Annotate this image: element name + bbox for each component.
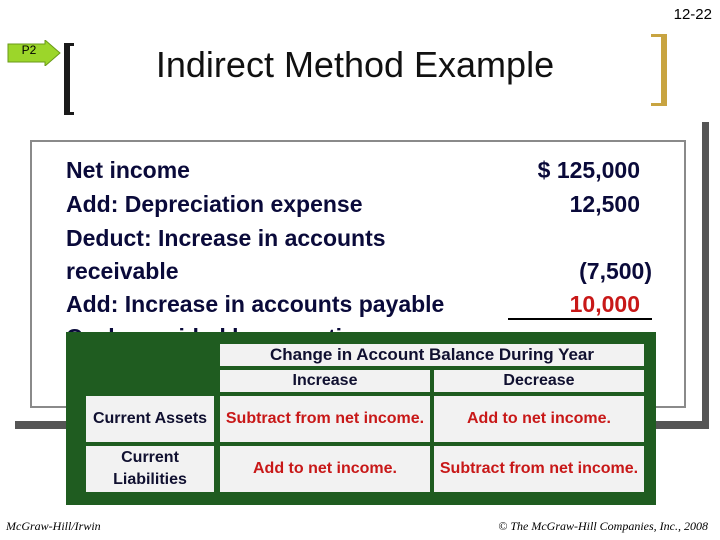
box-shadow-right xyxy=(702,122,709,427)
rule-table-column-decrease: Decrease xyxy=(434,370,644,392)
left-bracket-decoration xyxy=(64,43,74,115)
rule-table-cell: Add to net income. xyxy=(220,446,430,492)
rule-table-row-label: Current Assets xyxy=(86,396,214,442)
rule-table-column-increase: Increase xyxy=(220,370,430,392)
footer-copyright: © The McGraw-Hill Companies, Inc., 2008 xyxy=(498,519,708,533)
statement-line-label: Add: Depreciation expense xyxy=(66,191,363,217)
statement-line-amount: (7,500) xyxy=(579,258,652,284)
page-title: Indirect Method Example xyxy=(155,44,555,85)
statement-line-amount: $ 125,000 xyxy=(537,157,640,183)
statement-line-amount: 12,500 xyxy=(569,191,640,217)
learning-objective-badge xyxy=(7,40,61,66)
statement-line-amount-highlight: 10,000 xyxy=(569,291,640,317)
statement-line-label: Deduct: Increase in accounts xyxy=(66,225,386,251)
rule-table-header: Change in Account Balance During Year xyxy=(220,344,644,366)
footer-publisher: McGraw-Hill/Irwin xyxy=(6,519,101,533)
rule-table xyxy=(66,332,656,505)
badge-label: P2 xyxy=(21,43,37,57)
statement-line-label: receivable xyxy=(66,258,179,284)
total-underline xyxy=(508,318,652,320)
rule-table-cell: Subtract from net income. xyxy=(434,446,644,492)
statement-line-label: Add: Increase in accounts payable xyxy=(66,291,445,317)
right-bracket-decoration xyxy=(651,34,667,106)
slide-number: 12-22 xyxy=(673,6,712,23)
rule-table-cell: Add to net income. xyxy=(434,396,644,442)
statement-line-label: Net income xyxy=(66,157,190,183)
rule-table-cell: Subtract from net income. xyxy=(220,396,430,442)
rule-table-row-label: Current Liabilities xyxy=(86,446,214,492)
